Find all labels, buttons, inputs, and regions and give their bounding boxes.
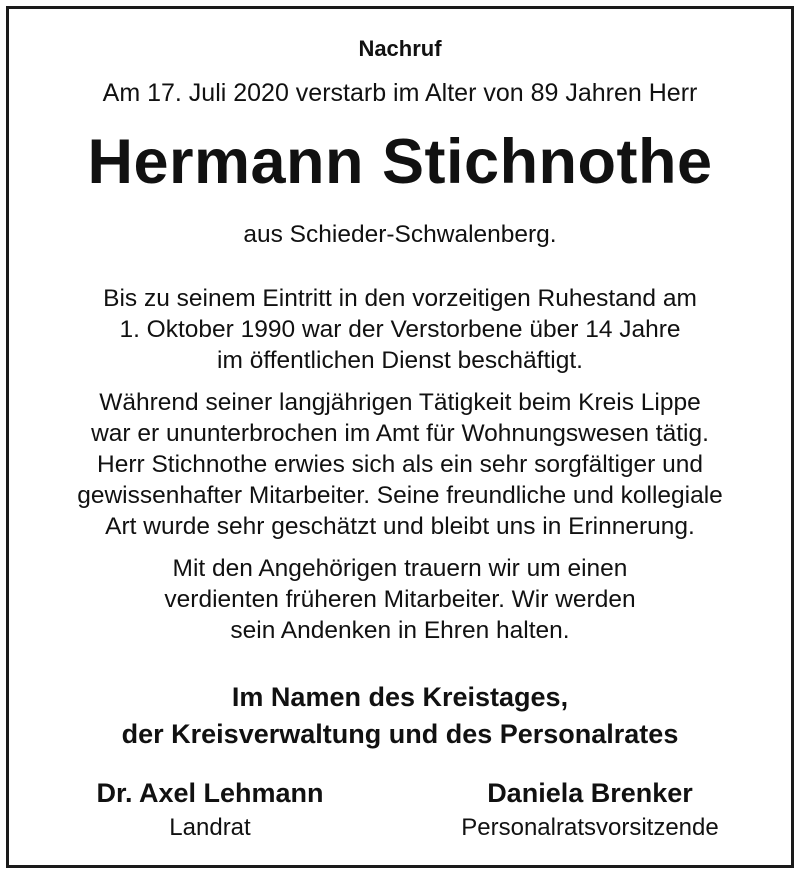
paragraph-line: Mit den Angehörigen trauern wir um einen — [172, 555, 628, 582]
paragraph-line: Bis zu seinem Eintritt in den vorzeitigen Ruhestand am — [103, 285, 697, 312]
signatory-name: Daniela Brenker — [487, 778, 693, 808]
paragraph-line: war er ununterbrochen im Amt für Wohnungswesen tätig. — [91, 420, 709, 447]
paragraph-line: Herr Stichnothe erwies sich als ein sehr sorgfältiger und — [97, 451, 703, 478]
closing-line: der Kreisverwaltung und des Personalrates — [121, 719, 679, 749]
hometown-line: aus Schieder-Schwalenberg. — [243, 221, 557, 248]
closing-line: Im Namen des Kreistages, — [231, 682, 569, 712]
paragraph-line: 1. Oktober 1990 war der Verstorbene über 14 Jahre — [119, 316, 681, 343]
paragraph-line: sein Andenken in Ehren halten. — [230, 617, 570, 644]
paragraph-line: Art wurde sehr geschätzt und bleibt uns in Erinnerung. — [105, 513, 695, 540]
signatory-right — [410, 778, 770, 842]
notice-heading: Nachruf — [358, 36, 442, 61]
paragraph-line: im öffentlichen Dienst beschäftigt. — [217, 347, 583, 374]
signatory-role: Personalratsvorsitzende — [461, 814, 719, 841]
signatory-role: Landrat — [169, 814, 251, 841]
intro-line: Am 17. Juli 2020 verstarb im Alter von 89 Jahren Herr — [102, 79, 698, 107]
paragraph-line: gewissenhafter Mitarbeiter. Seine freundliche und kollegiale — [77, 482, 723, 509]
deceased-name: Hermann Stichnothe — [87, 127, 713, 197]
signatory-name: Dr. Axel Lehmann — [96, 778, 324, 808]
paragraph-line: Während seiner langjährigen Tätigkeit beim Kreis Lippe — [99, 389, 701, 416]
signatory-left — [40, 778, 380, 842]
paragraph-line: verdienten früheren Mitarbeiter. Wir werden — [164, 586, 636, 613]
